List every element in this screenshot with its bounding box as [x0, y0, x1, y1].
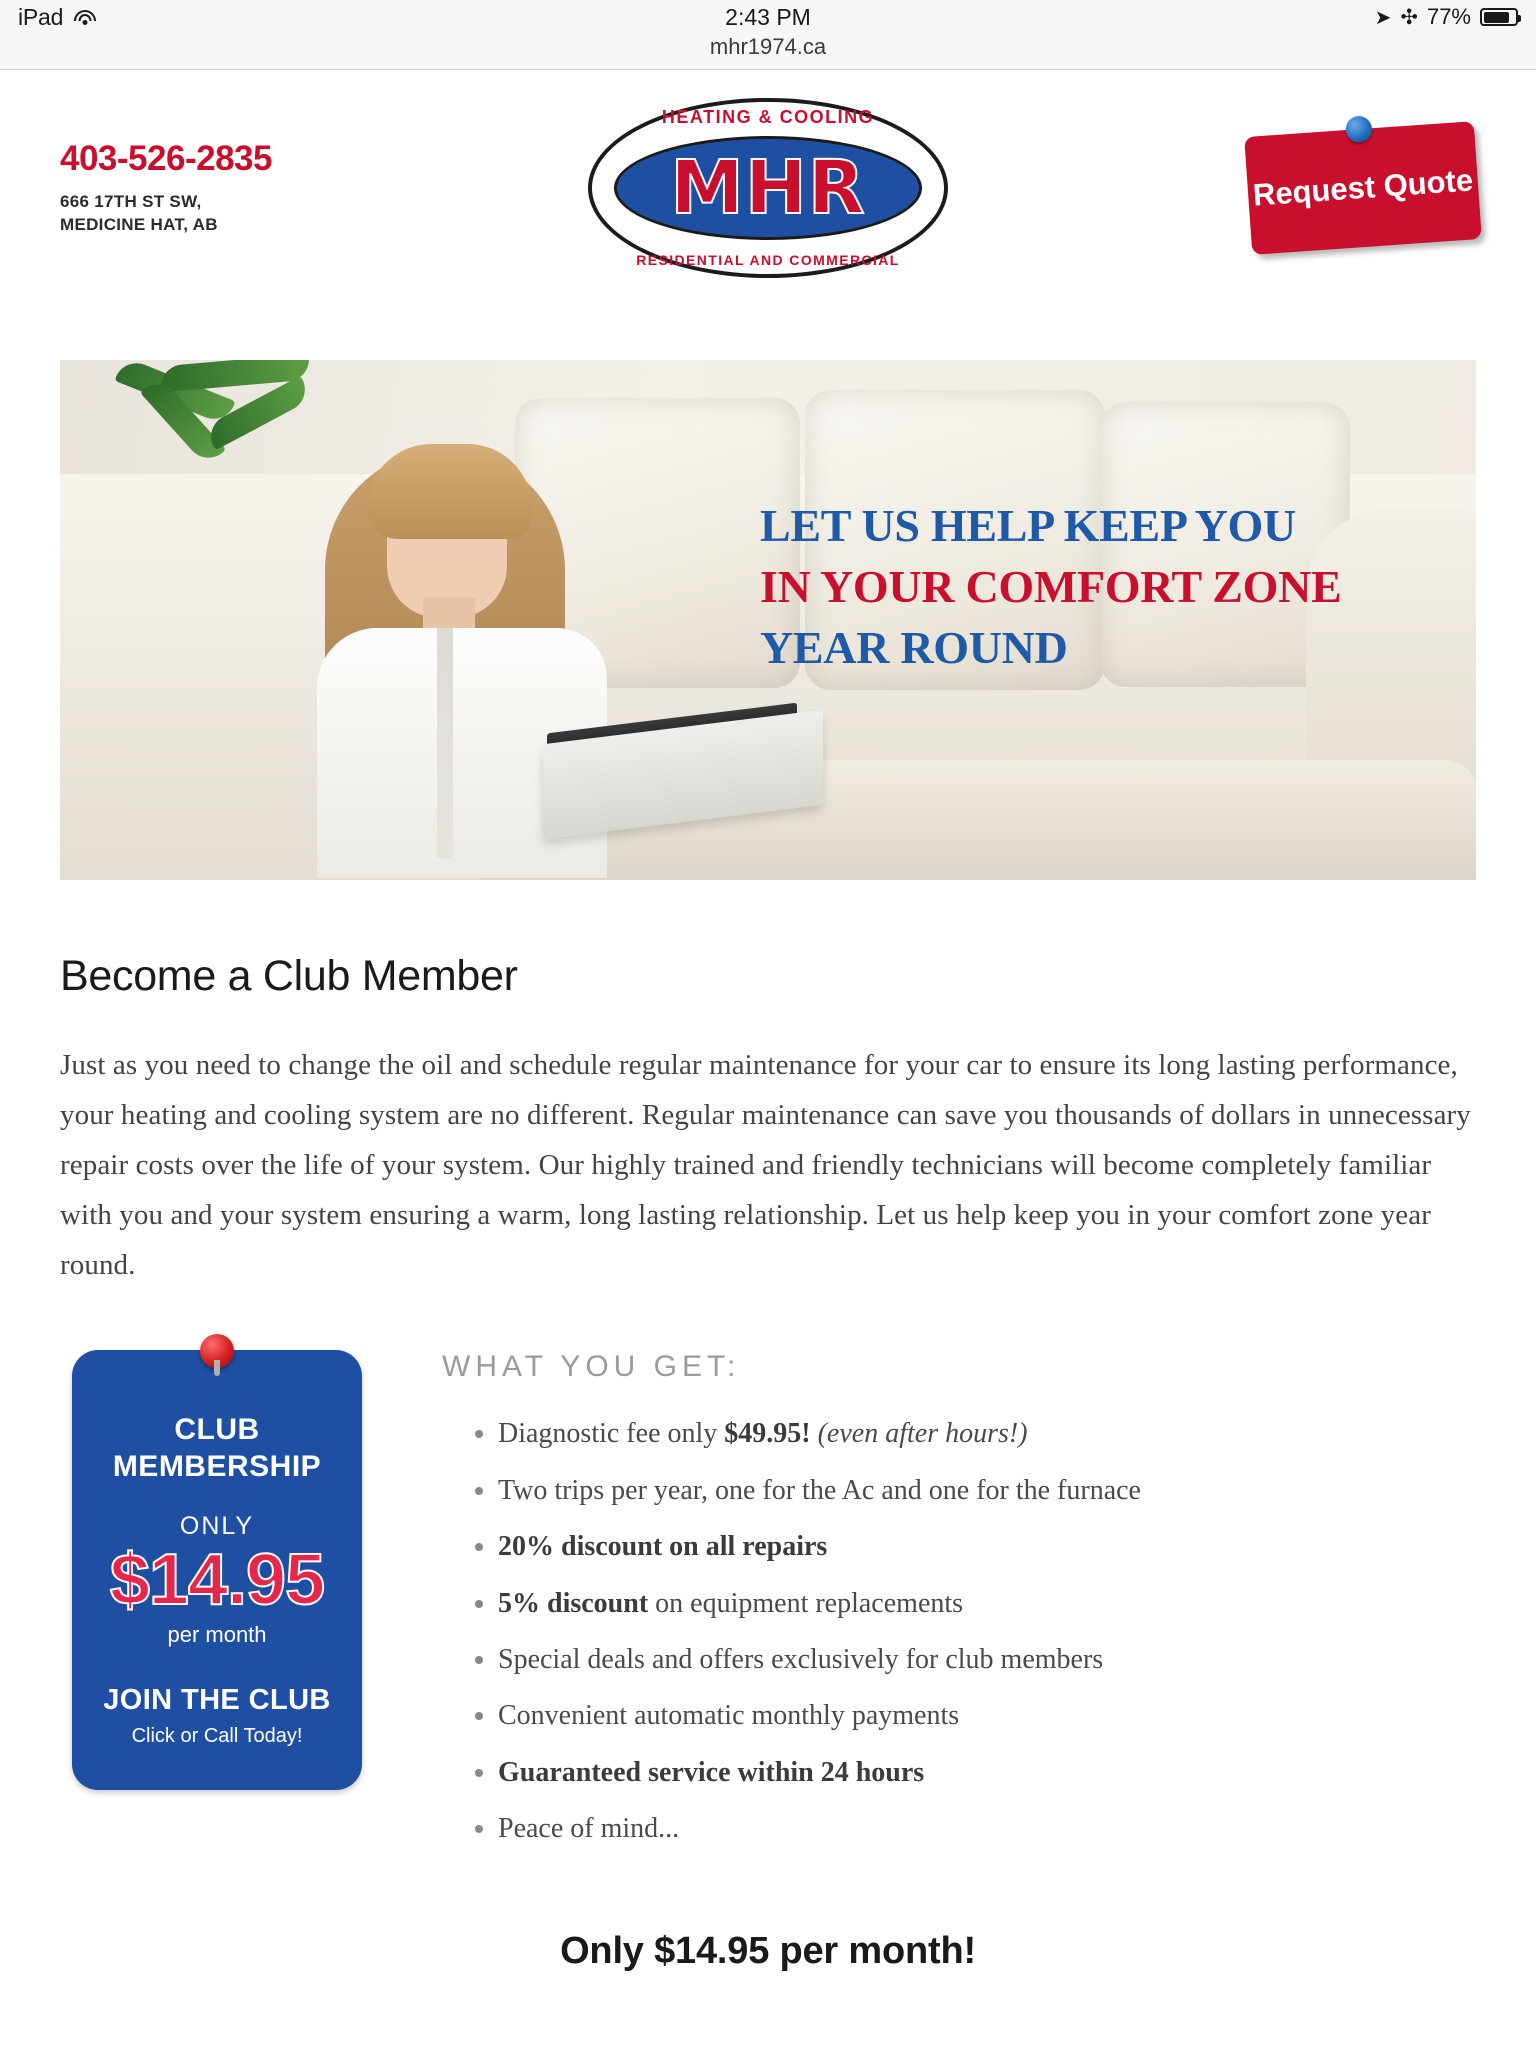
- address-line-1: 666 17TH ST SW,: [60, 191, 202, 211]
- logo-bottom-text: RESIDENTIAL AND COMMERCIAL: [636, 251, 900, 268]
- header-contact-block: [60, 139, 390, 237]
- tag-price: $14.95: [109, 1539, 325, 1620]
- device-name: iPad: [18, 3, 64, 30]
- benefit-text-bold: 20% discount on all repairs: [498, 1531, 828, 1563]
- logo-top-text: HEATING & COOLING: [661, 106, 875, 127]
- benefits-list: [442, 1412, 1476, 1850]
- benefit-text-pre: Two trips per year, one for the Ac and one for the furnace: [498, 1474, 1141, 1506]
- address-line-2: MEDICINE HAT, AB: [60, 214, 218, 234]
- site-header: [0, 70, 1536, 305]
- club-membership-tag[interactable]: [72, 1350, 362, 1790]
- list-item: [498, 1751, 1476, 1794]
- benefit-text-bold: Guaranteed service within 24 hours: [498, 1756, 925, 1788]
- battery-percent-label: 77%: [1426, 4, 1471, 29]
- hero-line-2: IN YOUR COMFORT ZONE: [760, 561, 1342, 613]
- price-callout: Only $14.95 per month!: [560, 1929, 976, 1972]
- benefit-text-italic: (even after hours!): [810, 1418, 1028, 1450]
- ios-status-bar: [0, 0, 1536, 34]
- request-quote-button[interactable]: [1244, 121, 1482, 255]
- hero-line-3: YEAR ROUND: [760, 622, 1068, 674]
- club-offer-row: [60, 1350, 1476, 1863]
- status-bar-right: [1375, 4, 1518, 30]
- benefit-text-pre: Peace of mind...: [498, 1813, 680, 1845]
- hero-headline: [760, 495, 1380, 679]
- benefit-text-pre: Special deals and offers exclusively for club members: [498, 1643, 1104, 1675]
- status-bar-clock: 2:43 PM: [725, 3, 811, 30]
- web-page: [0, 70, 1536, 1973]
- url-text[interactable]: mhr1974.ca: [709, 34, 827, 59]
- benefits-section: [392, 1350, 1476, 1863]
- join-the-club-label: JOIN THE CLUB: [103, 1684, 331, 1717]
- bluetooth-icon: ✣: [1400, 5, 1418, 29]
- list-item: [498, 1412, 1476, 1455]
- tag-period-label: per month: [167, 1622, 267, 1648]
- list-item: [498, 1525, 1476, 1568]
- hero-line-1: LET US HELP KEEP YOU: [760, 500, 1296, 551]
- logo-wordmark: MHR: [670, 144, 866, 231]
- red-pushpin-icon: [200, 1334, 234, 1368]
- list-item: [498, 1638, 1476, 1681]
- location-arrow-icon: ➤: [1374, 6, 1392, 29]
- list-item: [498, 1582, 1476, 1625]
- benefit-text-bold: $49.95!: [724, 1418, 811, 1450]
- logo-blue-oval: [614, 136, 922, 240]
- click-or-call-label: Click or Call Today!: [131, 1725, 303, 1748]
- intro-paragraph: Just as you need to change the oil and schedule regular maintenance for your car to ensure its long lasting performance, your heating and cooling system are no different. Regular maintenance can save you thousands of dollars in unnecessary repair costs over the life of your system. Our highly trained and friendly technicians will become completely familiar with you and your system ensuring a warm, long lasting relationship. Let us help keep you in your comfort zone year round.: [60, 1049, 1471, 1281]
- pushpin-icon: [1345, 115, 1373, 143]
- benefit-text-post: on equipment replacements: [648, 1587, 964, 1619]
- address-block: [60, 191, 390, 237]
- phone-number[interactable]: 403-526-2835: [60, 138, 272, 178]
- battery-icon: [1480, 8, 1518, 26]
- mhr-logo[interactable]: [588, 98, 948, 278]
- browser-url-bar[interactable]: [0, 34, 1536, 70]
- tag-title-line-2: MEMBERSHIP: [112, 1449, 322, 1483]
- hero-banner: [60, 360, 1476, 880]
- status-bar-left: [18, 4, 97, 31]
- wifi-icon: [73, 8, 97, 26]
- page-title: Become a Club Member: [60, 952, 518, 1000]
- benefits-heading: WHAT YOU GET:: [442, 1350, 741, 1384]
- tag-only-label: ONLY: [179, 1511, 255, 1540]
- tag-title-line-1: CLUB: [174, 1413, 260, 1447]
- benefit-text-pre: Convenient automatic monthly payments: [498, 1700, 960, 1732]
- hero-person-image: [275, 410, 705, 880]
- list-item: [498, 1694, 1476, 1737]
- benefit-text-pre: Diagnostic fee only: [498, 1418, 725, 1450]
- benefit-text-bold: 5% discount: [498, 1587, 649, 1619]
- list-item: [498, 1807, 1476, 1850]
- list-item: [498, 1469, 1476, 1512]
- request-quote-label: Request Quote: [1251, 161, 1475, 212]
- main-content: [0, 952, 1536, 1973]
